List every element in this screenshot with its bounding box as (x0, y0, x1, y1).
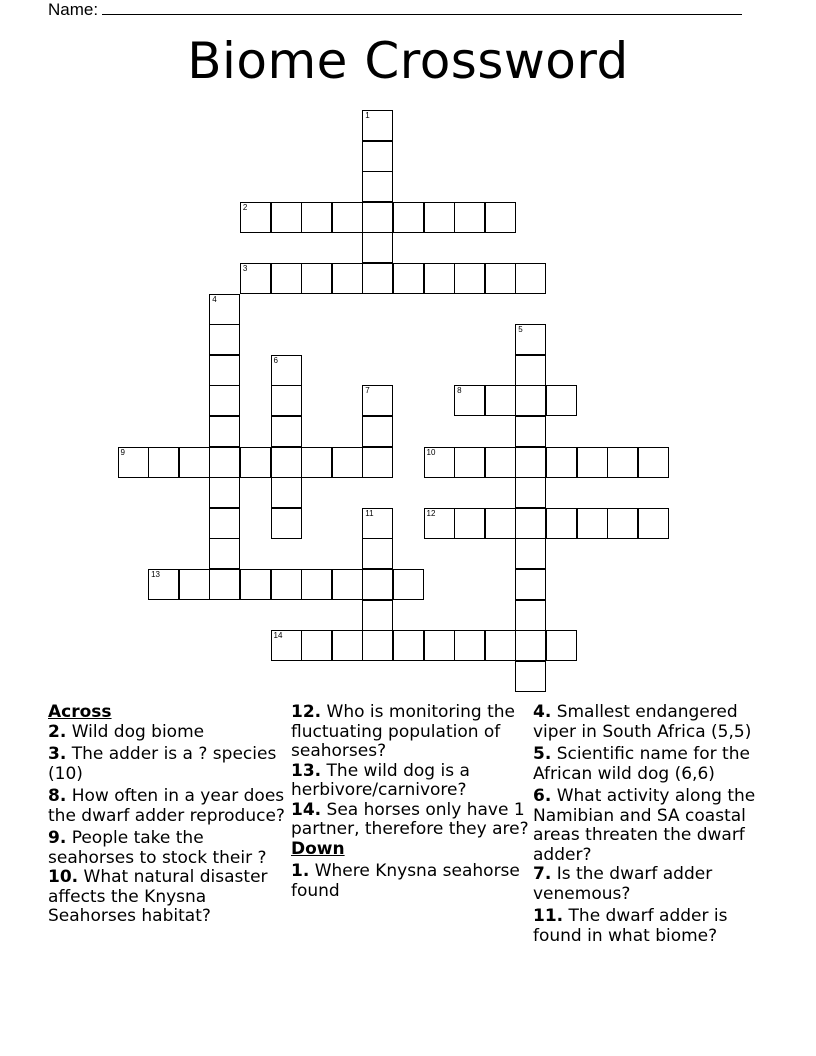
cell-number: 11 (365, 508, 374, 518)
grid-cell[interactable] (209, 416, 240, 447)
grid-cell[interactable] (546, 508, 577, 539)
grid-cell[interactable] (271, 385, 302, 416)
grid-cell[interactable] (332, 447, 363, 478)
cell-number: 7 (365, 386, 370, 396)
across-heading: Across (48, 702, 112, 722)
grid-cell[interactable] (209, 355, 240, 386)
grid-cell[interactable] (638, 508, 669, 539)
grid-cell[interactable] (209, 569, 240, 600)
grid-cell[interactable] (301, 447, 332, 478)
clue-text: Scientific name for the African wild dog (6,6) (533, 744, 750, 784)
grid-cell[interactable] (515, 263, 546, 294)
clue-across-10 (48, 868, 288, 927)
grid-cell[interactable] (393, 202, 424, 233)
cell-number: 10 (426, 447, 436, 457)
cell-number: 6 (273, 355, 278, 365)
grid-cell[interactable] (271, 569, 302, 600)
grid-cell[interactable] (485, 508, 516, 539)
cell-number: 8 (457, 386, 462, 396)
grid-cell[interactable] (515, 355, 546, 386)
grid-cell[interactable] (148, 447, 179, 478)
grid-cell[interactable] (607, 447, 638, 478)
cell-number: 5 (518, 325, 523, 335)
grid-cell[interactable] (332, 630, 363, 661)
name-label: Name: (48, 0, 99, 19)
grid-cell[interactable] (271, 447, 302, 478)
grid-cell[interactable] (454, 630, 485, 661)
grid-cell[interactable] (271, 508, 302, 539)
grid-cell[interactable] (546, 385, 577, 416)
grid-cell[interactable] (209, 294, 240, 325)
grid-cell[interactable] (515, 661, 546, 692)
cell-number: 14 (273, 631, 283, 641)
clue-text: The dwarf adder is found in what biome? (533, 906, 728, 946)
grid-cell[interactable] (424, 263, 455, 294)
clue-number: 4. (533, 702, 552, 722)
clue-text: People take the seahorses to stock their ? (48, 828, 267, 868)
grid-cell[interactable] (362, 538, 393, 569)
grid-cell[interactable] (362, 508, 393, 539)
grid-cell[interactable] (332, 569, 363, 600)
cell-number: 2 (242, 202, 248, 212)
clue-number: 7. (533, 864, 552, 884)
grid-cell[interactable] (515, 538, 546, 569)
clue-text: Is the dwarf adder venemous? (533, 864, 713, 904)
grid-cell[interactable] (393, 263, 424, 294)
clue-down-1 (291, 862, 531, 901)
clue-column-3 (533, 703, 773, 946)
page-title: Biome Crossword (187, 32, 629, 90)
grid-cell[interactable] (301, 630, 332, 661)
clue-across-12 (291, 703, 531, 762)
grid-cell[interactable] (577, 508, 608, 539)
grid-cell[interactable] (118, 447, 149, 478)
grid-cell[interactable] (546, 447, 577, 478)
clue-text: What activity along the Namibian and SA coastal areas threaten the dwarf adder? (533, 786, 756, 865)
grid-cell[interactable] (271, 477, 302, 508)
cell-number: 1 (365, 111, 370, 120)
grid-cell[interactable] (362, 263, 393, 294)
grid-cell[interactable] (362, 600, 393, 631)
grid-cell[interactable] (362, 202, 393, 233)
grid-cell[interactable] (515, 600, 546, 631)
grid-cell[interactable] (454, 447, 485, 478)
grid-cell[interactable] (454, 508, 485, 539)
clue-number: 12. (291, 702, 322, 722)
clue-text: Smallest endangered viper in South Africa (5,5) (533, 702, 752, 742)
cell-number: 4 (212, 294, 217, 304)
clue-down-6 (533, 787, 773, 865)
clue-text: Sea horses only have 1 partner, therefore they are? (291, 799, 529, 839)
grid-cell[interactable] (301, 569, 332, 600)
grid-cell[interactable] (209, 477, 240, 508)
down-heading: Down (291, 838, 345, 859)
grid-cell[interactable] (577, 447, 608, 478)
grid-cell[interactable] (271, 263, 302, 294)
clue-number: 1. (291, 861, 310, 881)
clue-number: 8. (48, 786, 67, 806)
grid-cell[interactable] (485, 202, 516, 233)
grid-cell[interactable] (424, 447, 455, 478)
grid-cell[interactable] (148, 569, 179, 600)
clue-down-7 (533, 865, 773, 904)
clue-down-5 (533, 745, 773, 784)
clue-text: The adder is a ? species (10) (48, 744, 277, 784)
grid-cell[interactable] (424, 630, 455, 661)
grid-cell[interactable] (271, 630, 302, 661)
grid-cell[interactable] (424, 202, 455, 233)
grid-cell[interactable] (209, 538, 240, 569)
grid-cell[interactable] (209, 324, 240, 355)
grid-cell[interactable] (638, 447, 669, 478)
grid-cell[interactable] (362, 447, 393, 478)
grid-cell[interactable] (301, 263, 332, 294)
clue-across-13 (291, 762, 531, 801)
grid-cell[interactable] (240, 202, 271, 233)
clue-number: 13. (291, 760, 322, 781)
grid-cell[interactable] (393, 569, 424, 600)
clue-number: 9. (48, 828, 67, 848)
grid-cell[interactable] (485, 630, 516, 661)
grid-cell[interactable] (485, 263, 516, 294)
clue-number: 10. (48, 867, 79, 887)
clue-down-4 (533, 703, 773, 742)
grid-cell[interactable] (301, 202, 332, 233)
clue-number: 14. (291, 799, 322, 820)
grid-cell[interactable] (454, 263, 485, 294)
grid-cell[interactable] (209, 508, 240, 539)
grid-cell[interactable] (362, 569, 393, 600)
grid-cell[interactable] (515, 416, 546, 447)
grid-cell[interactable] (209, 385, 240, 416)
clue-text: Wild dog biome (66, 721, 205, 742)
grid-cell[interactable] (607, 508, 638, 539)
grid-cell[interactable] (271, 416, 302, 447)
cell-number: 13 (151, 570, 160, 579)
grid-cell[interactable] (485, 385, 516, 416)
clue-across-9 (48, 829, 288, 868)
grid-cell[interactable] (209, 447, 240, 478)
clue-column-2 (291, 703, 531, 901)
cell-number: 12 (426, 508, 436, 518)
clue-across-3 (48, 745, 288, 784)
clue-text: What natural disaster affects the Knysna Seahorses habitat? (48, 867, 268, 926)
clue-number: 3. (48, 744, 67, 764)
grid-cell[interactable] (362, 110, 393, 141)
grid-cell[interactable] (179, 447, 210, 478)
clue-down-11 (533, 907, 773, 946)
grid-cell[interactable] (515, 324, 546, 355)
grid-cell[interactable] (424, 508, 455, 539)
grid-cell[interactable] (332, 263, 363, 294)
clue-text: Where Knysna seahorse found (291, 861, 520, 901)
cell-number: 9 (120, 447, 125, 457)
grid-cell[interactable] (271, 355, 302, 386)
grid-cell[interactable] (515, 447, 546, 478)
grid-cell[interactable] (271, 202, 302, 233)
grid-cell[interactable] (240, 263, 271, 294)
clue-across-14 (291, 801, 531, 840)
clue-text: The wild dog is a herbivore/carnivore? (291, 760, 470, 800)
clue-text: Who is monitoring the fluctuating population of seahorses? (291, 702, 516, 761)
clue-number: 2. (48, 721, 67, 742)
clue-text: How often in a year does the dwarf adder reproduce? (48, 786, 285, 826)
clue-number: 11. (533, 906, 564, 926)
clue-number: 5. (533, 744, 552, 764)
grid-cell[interactable] (362, 141, 393, 172)
grid-cell[interactable] (485, 447, 516, 478)
grid-cell[interactable] (362, 232, 393, 263)
clue-across-8 (48, 787, 288, 826)
clue-column-1 (48, 703, 288, 927)
grid-cell[interactable] (362, 416, 393, 447)
grid-cell[interactable] (240, 569, 271, 600)
grid-cell[interactable] (515, 477, 546, 508)
grid-cell[interactable] (515, 630, 546, 661)
grid-cell[interactable] (362, 171, 393, 202)
grid-cell[interactable] (393, 630, 424, 661)
grid-cell[interactable] (362, 385, 393, 416)
grid-cell[interactable] (179, 569, 210, 600)
grid-cell[interactable] (515, 508, 546, 539)
grid-cell[interactable] (454, 385, 485, 416)
grid-cell[interactable] (240, 447, 271, 478)
grid-cell[interactable] (362, 630, 393, 661)
cell-number: 3 (242, 264, 248, 273)
grid-cell[interactable] (332, 202, 363, 233)
grid-cell[interactable] (546, 630, 577, 661)
grid-cell[interactable] (515, 385, 546, 416)
grid-cell[interactable] (454, 202, 485, 233)
grid-cell[interactable] (515, 569, 546, 600)
clue-number: 6. (533, 786, 552, 806)
clue-across-2 (48, 723, 288, 743)
